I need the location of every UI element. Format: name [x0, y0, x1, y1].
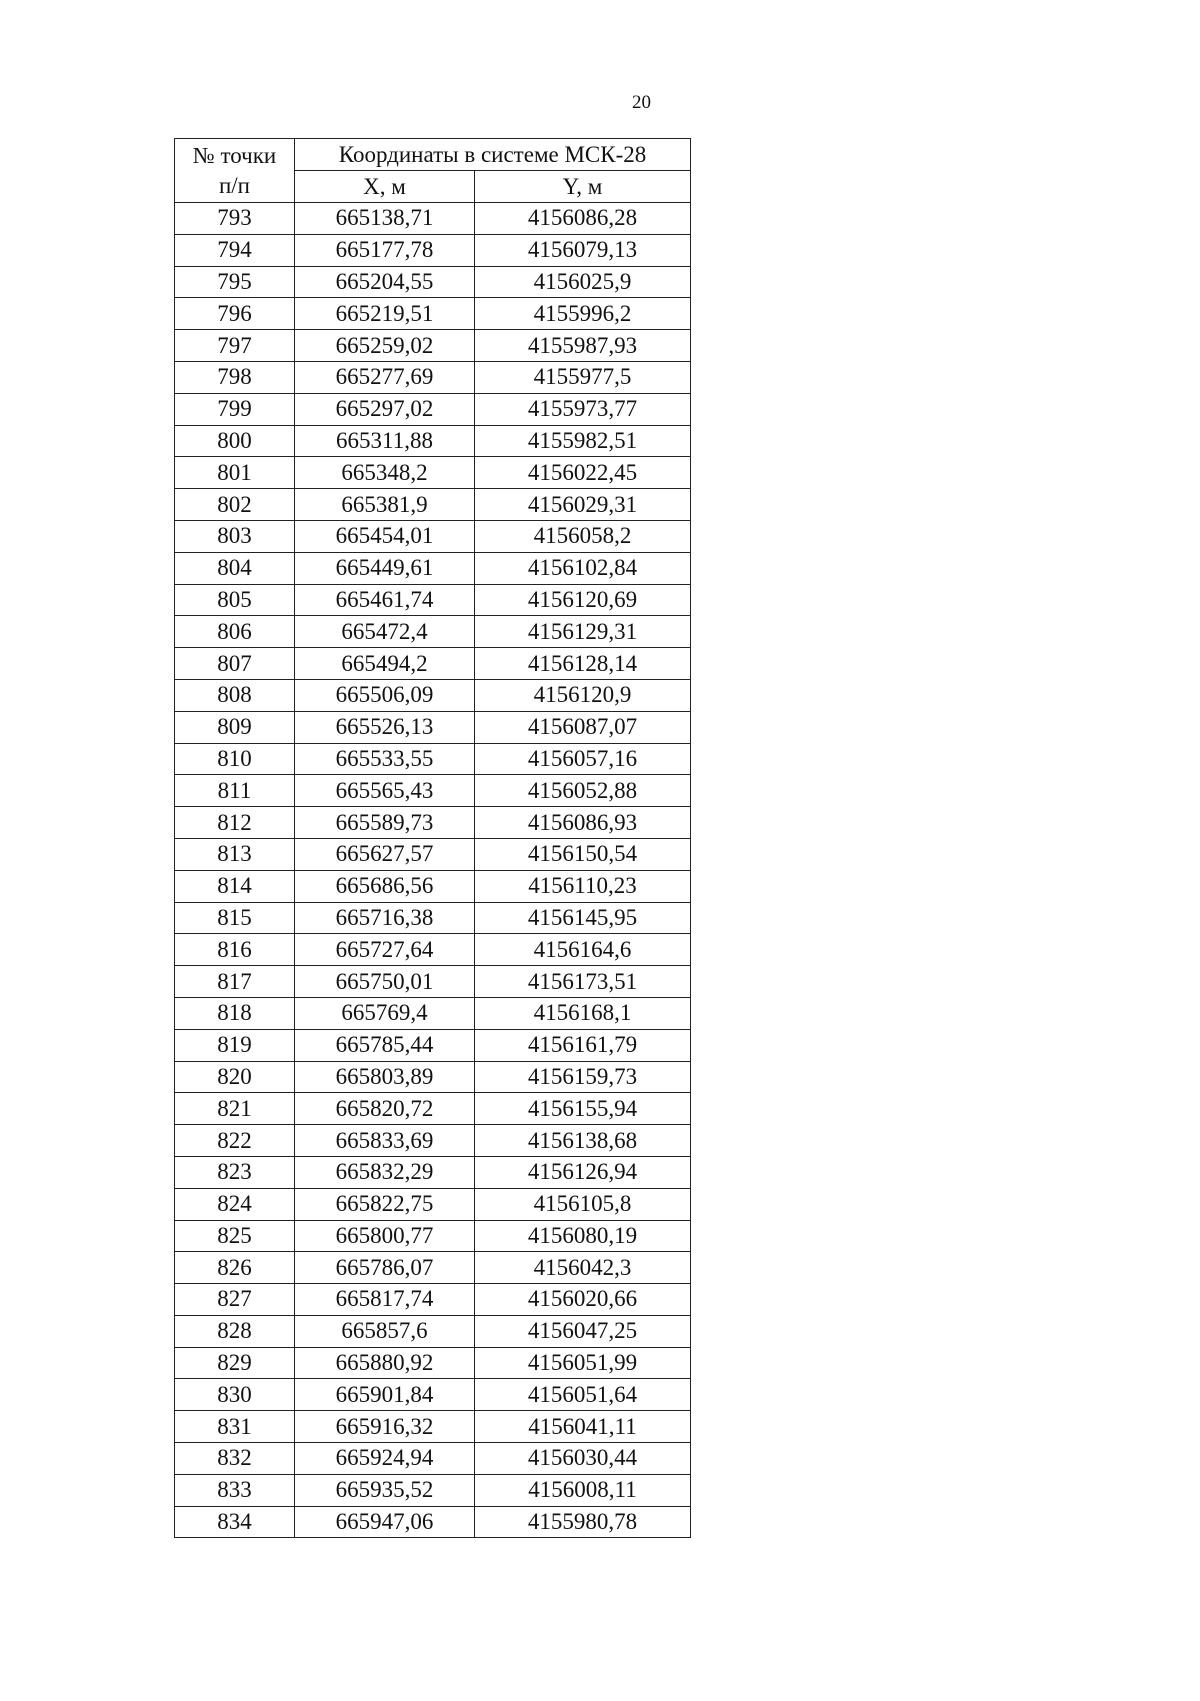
point-number-cell: 829	[175, 1347, 295, 1379]
y-coordinate-cell: 4156164,6	[475, 934, 691, 966]
point-number-cell: 793	[175, 203, 295, 235]
point-number-cell: 817	[175, 966, 295, 998]
y-coordinate-cell: 4156120,9	[475, 679, 691, 711]
x-coordinate-cell: 665259,02	[295, 330, 475, 362]
table-row	[175, 711, 691, 743]
point-number-cell: 832	[175, 1443, 295, 1475]
x-coordinate-cell: 665822,75	[295, 1188, 475, 1220]
coordinates-table	[174, 138, 691, 1538]
point-number-cell: 808	[175, 679, 295, 711]
table-row	[175, 997, 691, 1029]
point-number-cell: 823	[175, 1156, 295, 1188]
x-coordinate-cell: 665800,77	[295, 1220, 475, 1252]
table-row	[175, 1029, 691, 1061]
point-number-cell: 811	[175, 775, 295, 807]
point-number-cell: 802	[175, 489, 295, 521]
table-row	[175, 298, 691, 330]
point-number-cell: 805	[175, 584, 295, 616]
coordinates-system-header: Координаты в системе МСК-28	[295, 139, 691, 171]
point-number-cell: 830	[175, 1379, 295, 1411]
x-coordinate-cell: 665589,73	[295, 807, 475, 839]
x-coordinate-cell: 665947,06	[295, 1506, 475, 1538]
x-coordinate-cell: 665750,01	[295, 966, 475, 998]
point-number-cell: 803	[175, 520, 295, 552]
x-coordinate-cell: 665348,2	[295, 457, 475, 489]
y-coordinate-cell: 4156105,8	[475, 1188, 691, 1220]
x-coordinate-cell: 665716,38	[295, 902, 475, 934]
point-number-cell: 825	[175, 1220, 295, 1252]
y-coordinate-cell: 4156138,68	[475, 1125, 691, 1157]
y-coordinate-cell: 4156058,2	[475, 520, 691, 552]
y-coordinate-cell: 4156008,11	[475, 1474, 691, 1506]
y-coordinate-cell: 4155980,78	[475, 1506, 691, 1538]
y-coordinate-cell: 4156159,73	[475, 1061, 691, 1093]
table-row	[175, 1061, 691, 1093]
table-row	[175, 870, 691, 902]
y-coordinate-cell: 4156128,14	[475, 648, 691, 680]
table-row	[175, 1315, 691, 1347]
y-coordinate-cell: 4156173,51	[475, 966, 691, 998]
x-coordinate-cell: 665506,09	[295, 679, 475, 711]
x-coordinate-cell: 665820,72	[295, 1093, 475, 1125]
x-coordinate-cell: 665138,71	[295, 203, 475, 235]
table-row	[175, 1156, 691, 1188]
y-coordinate-cell: 4156047,25	[475, 1315, 691, 1347]
point-number-cell: 833	[175, 1474, 295, 1506]
point-number-cell: 824	[175, 1188, 295, 1220]
point-number-cell: 826	[175, 1252, 295, 1284]
page-number: 20	[632, 92, 651, 113]
point-number-cell: 812	[175, 807, 295, 839]
y-coordinate-cell: 4156030,44	[475, 1443, 691, 1475]
y-coordinate-cell: 4156086,93	[475, 807, 691, 839]
x-coordinate-cell: 665686,56	[295, 870, 475, 902]
x-coordinate-cell: 665916,32	[295, 1411, 475, 1443]
x-coordinate-cell: 665277,69	[295, 361, 475, 393]
x-coordinate-cell: 665526,13	[295, 711, 475, 743]
y-coordinate-cell: 4155977,5	[475, 361, 691, 393]
x-coordinate-cell: 665461,74	[295, 584, 475, 616]
table-row	[175, 1252, 691, 1284]
y-coordinate-cell: 4156057,16	[475, 743, 691, 775]
point-number-cell: 821	[175, 1093, 295, 1125]
y-coordinate-cell: 4156145,95	[475, 902, 691, 934]
point-number-cell: 797	[175, 330, 295, 362]
y-coordinate-cell: 4156087,07	[475, 711, 691, 743]
table-row	[175, 648, 691, 680]
x-coordinate-cell: 665786,07	[295, 1252, 475, 1284]
table-row	[175, 1379, 691, 1411]
point-number-cell: 804	[175, 552, 295, 584]
x-coordinate-cell: 665297,02	[295, 393, 475, 425]
point-number-cell: 795	[175, 266, 295, 298]
point-number-cell: 807	[175, 648, 295, 680]
table-row	[175, 934, 691, 966]
y-coordinate-cell: 4156042,3	[475, 1252, 691, 1284]
x-coordinate-cell: 665494,2	[295, 648, 475, 680]
point-number-cell: 834	[175, 1506, 295, 1538]
x-coordinate-cell: 665311,88	[295, 425, 475, 457]
point-number-cell: 815	[175, 902, 295, 934]
table-row	[175, 361, 691, 393]
table-row	[175, 1125, 691, 1157]
table-row	[175, 1188, 691, 1220]
y-coordinate-cell: 4156079,13	[475, 234, 691, 266]
y-coordinate-cell: 4156120,69	[475, 584, 691, 616]
table-row	[175, 807, 691, 839]
x-coordinate-cell: 665381,9	[295, 489, 475, 521]
point-number-cell: 800	[175, 425, 295, 457]
point-number-cell: 810	[175, 743, 295, 775]
x-coordinate-cell: 665219,51	[295, 298, 475, 330]
y-coordinate-cell: 4155973,77	[475, 393, 691, 425]
table-row	[175, 203, 691, 235]
x-coordinate-cell: 665785,44	[295, 1029, 475, 1061]
x-coordinate-cell: 665833,69	[295, 1125, 475, 1157]
point-number-header-line2: п/п	[218, 172, 250, 198]
x-coordinate-cell: 665727,64	[295, 934, 475, 966]
y-coordinate-cell: 4155996,2	[475, 298, 691, 330]
x-coordinate-cell: 665935,52	[295, 1474, 475, 1506]
y-coordinate-cell: 4156029,31	[475, 489, 691, 521]
y-coordinate-cell: 4155982,51	[475, 425, 691, 457]
x-coordinate-cell: 665924,94	[295, 1443, 475, 1475]
point-number-cell: 806	[175, 616, 295, 648]
y-coordinate-cell: 4156129,31	[475, 616, 691, 648]
point-number-cell: 813	[175, 838, 295, 870]
table-header	[175, 139, 691, 203]
point-number-cell: 794	[175, 234, 295, 266]
point-number-cell: 816	[175, 934, 295, 966]
point-number-cell: 827	[175, 1284, 295, 1316]
point-number-cell: 828	[175, 1315, 295, 1347]
table-row	[175, 838, 691, 870]
y-coordinate-cell: 4156155,94	[475, 1093, 691, 1125]
table-row	[175, 1093, 691, 1125]
y-coordinate-cell: 4156086,28	[475, 203, 691, 235]
table-row	[175, 1347, 691, 1379]
table-row	[175, 616, 691, 648]
y-coordinate-cell: 4156022,45	[475, 457, 691, 489]
y-coordinate-cell: 4156020,66	[475, 1284, 691, 1316]
y-coordinate-cell: 4156052,88	[475, 775, 691, 807]
y-coordinate-cell: 4156161,79	[475, 1029, 691, 1061]
y-column-header: Y, м	[475, 171, 691, 203]
table-row	[175, 393, 691, 425]
table-row	[175, 330, 691, 362]
y-coordinate-cell: 4156025,9	[475, 266, 691, 298]
table-row	[175, 743, 691, 775]
x-coordinate-cell: 665627,57	[295, 838, 475, 870]
x-coordinate-cell: 665472,4	[295, 616, 475, 648]
y-coordinate-cell: 4156150,54	[475, 838, 691, 870]
y-coordinate-cell: 4156041,11	[475, 1411, 691, 1443]
point-number-cell: 831	[175, 1411, 295, 1443]
x-coordinate-cell: 665901,84	[295, 1379, 475, 1411]
x-coordinate-cell: 665857,6	[295, 1315, 475, 1347]
x-coordinate-cell: 665769,4	[295, 997, 475, 1029]
point-number-cell: 799	[175, 393, 295, 425]
y-coordinate-cell: 4156168,1	[475, 997, 691, 1029]
table-row	[175, 775, 691, 807]
point-number-cell: 820	[175, 1061, 295, 1093]
x-coordinate-cell: 665565,43	[295, 775, 475, 807]
table-row	[175, 1411, 691, 1443]
point-number-cell: 818	[175, 997, 295, 1029]
x-column-header: X, м	[295, 171, 475, 203]
table-row	[175, 1284, 691, 1316]
table-row	[175, 679, 691, 711]
table-row	[175, 966, 691, 998]
table-row	[175, 266, 691, 298]
x-coordinate-cell: 665817,74	[295, 1284, 475, 1316]
table-body	[175, 203, 691, 1538]
table-row	[175, 1443, 691, 1475]
x-coordinate-cell: 665880,92	[295, 1347, 475, 1379]
table-row	[175, 425, 691, 457]
y-coordinate-cell: 4156080,19	[475, 1220, 691, 1252]
point-number-cell: 814	[175, 870, 295, 902]
x-coordinate-cell: 665204,55	[295, 266, 475, 298]
point-number-cell: 801	[175, 457, 295, 489]
y-coordinate-cell: 4155987,93	[475, 330, 691, 362]
table-row	[175, 1220, 691, 1252]
x-coordinate-cell: 665454,01	[295, 520, 475, 552]
table-row	[175, 520, 691, 552]
x-coordinate-cell: 665803,89	[295, 1061, 475, 1093]
point-number-header	[175, 139, 295, 203]
table-row	[175, 552, 691, 584]
y-coordinate-cell: 4156102,84	[475, 552, 691, 584]
point-number-cell: 809	[175, 711, 295, 743]
x-coordinate-cell: 665449,61	[295, 552, 475, 584]
table-row	[175, 457, 691, 489]
x-coordinate-cell: 665177,78	[295, 234, 475, 266]
y-coordinate-cell: 4156110,23	[475, 870, 691, 902]
y-coordinate-cell: 4156126,94	[475, 1156, 691, 1188]
point-number-cell: 796	[175, 298, 295, 330]
point-number-cell: 822	[175, 1125, 295, 1157]
y-coordinate-cell: 4156051,64	[475, 1379, 691, 1411]
point-number-cell: 819	[175, 1029, 295, 1061]
x-coordinate-cell: 665832,29	[295, 1156, 475, 1188]
table-row	[175, 902, 691, 934]
table-row	[175, 234, 691, 266]
table-row	[175, 1474, 691, 1506]
x-coordinate-cell: 665533,55	[295, 743, 475, 775]
table-row	[175, 584, 691, 616]
point-number-header-line1: № точки	[192, 142, 277, 168]
y-coordinate-cell: 4156051,99	[475, 1347, 691, 1379]
table-row	[175, 489, 691, 521]
point-number-cell: 798	[175, 361, 295, 393]
table-row	[175, 1506, 691, 1538]
